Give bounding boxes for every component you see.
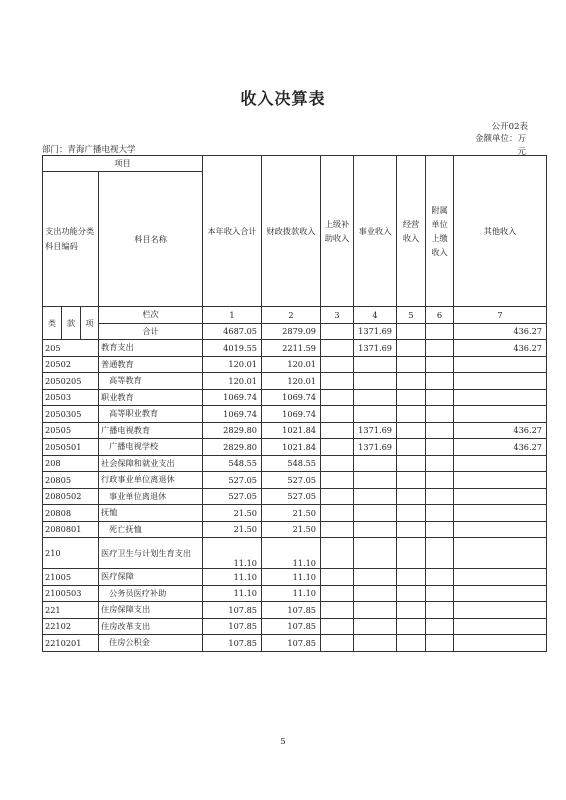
affiliated-cell: [426, 538, 454, 569]
header-affiliated: 附属单位上缴收入: [426, 156, 454, 307]
operating-cell: [397, 455, 426, 472]
amount-unit-line2: 元: [517, 147, 526, 157]
affiliated-cell: [426, 373, 454, 390]
table-row: [43, 602, 547, 619]
name-cell: 广播电视教育: [99, 422, 203, 439]
total-cell: 11.10: [203, 569, 262, 586]
total-cell: 2829.80: [203, 439, 262, 456]
business-cell: [354, 635, 397, 652]
operating-cell: [397, 323, 426, 340]
affiliated-cell: [426, 323, 454, 340]
code-cell: 20505: [43, 422, 99, 439]
subsidy-cell: [321, 602, 354, 619]
affiliated-cell: [426, 569, 454, 586]
code-cell: 210: [43, 538, 99, 569]
operating-cell: [397, 439, 426, 456]
code-cell: 221: [43, 602, 99, 619]
name-cell: 广播电视学校: [99, 439, 203, 456]
header-xiang: 项: [81, 307, 99, 340]
subsidy-cell: [321, 455, 354, 472]
affiliated-cell: [426, 585, 454, 602]
other-cell: [454, 488, 547, 505]
operating-cell: [397, 538, 426, 569]
form-number: 公开02表: [491, 122, 528, 132]
total-cell: 1069.74: [203, 406, 262, 423]
table-row: [43, 389, 547, 406]
fiscal-cell: 1069.74: [262, 389, 321, 406]
operating-cell: [397, 602, 426, 619]
affiliated-cell: [426, 521, 454, 538]
table-row: [43, 356, 547, 373]
table-row: [43, 635, 547, 652]
other-cell: [454, 373, 547, 390]
business-cell: [354, 521, 397, 538]
table-row: [43, 455, 547, 472]
name-cell: 职业教育: [99, 389, 203, 406]
operating-cell: [397, 585, 426, 602]
total-cell: 2829.80: [203, 422, 262, 439]
total-label: 合计: [99, 323, 203, 340]
other-cell: 436.27: [454, 422, 547, 439]
name-cell: 住房保障支出: [99, 602, 203, 619]
operating-cell: [397, 635, 426, 652]
total-cell: 107.85: [203, 635, 262, 652]
header-kuan: 款: [62, 307, 81, 340]
business-cell: [354, 569, 397, 586]
table-row: [43, 439, 547, 456]
total-cell: 4687.05: [203, 323, 262, 340]
code-cell: 2100503: [43, 585, 99, 602]
table-row: [43, 521, 547, 538]
affiliated-cell: [426, 602, 454, 619]
affiliated-cell: [426, 635, 454, 652]
business-cell: 1371.69: [354, 340, 397, 357]
fiscal-cell: 2879.09: [262, 323, 321, 340]
income-table: [42, 155, 547, 652]
subsidy-cell: [321, 340, 354, 357]
code-cell: 208: [43, 455, 99, 472]
table-row: [43, 538, 547, 569]
name-cell: 住房改革支出: [99, 618, 203, 635]
total-cell: 527.05: [203, 488, 262, 505]
other-cell: [454, 521, 547, 538]
other-cell: 436.27: [454, 323, 547, 340]
other-cell: [454, 538, 547, 569]
table-row: [43, 422, 547, 439]
table-row: [43, 406, 547, 423]
operating-cell: [397, 340, 426, 357]
other-cell: [454, 505, 547, 522]
amount-unit-line1: 金额单位：万: [474, 134, 526, 144]
affiliated-cell: [426, 439, 454, 456]
table-row: [43, 569, 547, 586]
other-cell: [454, 618, 547, 635]
name-cell: 公务员医疗补助: [99, 585, 203, 602]
business-cell: [354, 389, 397, 406]
other-cell: [454, 602, 547, 619]
operating-cell: [397, 389, 426, 406]
name-cell: 死亡抚恤: [99, 521, 203, 538]
total-cell: 120.01: [203, 373, 262, 390]
total-cell: 4019.55: [203, 340, 262, 357]
business-cell: [354, 602, 397, 619]
business-cell: [354, 373, 397, 390]
total-cell: 11.10: [203, 538, 262, 569]
index-3: 3: [321, 307, 354, 324]
total-cell: 21.50: [203, 521, 262, 538]
header-total: 本年收入合计: [203, 156, 262, 307]
subsidy-cell: [321, 569, 354, 586]
code-cell: 2080502: [43, 488, 99, 505]
fiscal-cell: 527.05: [262, 472, 321, 489]
fiscal-cell: 21.50: [262, 505, 321, 522]
operating-cell: [397, 618, 426, 635]
table-row: [43, 340, 547, 357]
subsidy-cell: [321, 488, 354, 505]
operating-cell: [397, 488, 426, 505]
business-cell: 1371.69: [354, 323, 397, 340]
code-cell: 2050501: [43, 439, 99, 456]
index-1: 1: [203, 307, 262, 324]
business-cell: [354, 406, 397, 423]
business-cell: 1371.69: [354, 422, 397, 439]
name-cell: 高等教育: [99, 373, 203, 390]
operating-cell: [397, 505, 426, 522]
subsidy-cell: [321, 538, 354, 569]
operating-cell: [397, 406, 426, 423]
operating-cell: [397, 521, 426, 538]
subsidy-cell: [321, 635, 354, 652]
page-number: 5: [280, 737, 286, 747]
subsidy-cell: [321, 618, 354, 635]
name-cell: 普通教育: [99, 356, 203, 373]
fiscal-cell: 107.85: [262, 602, 321, 619]
index-2: 2: [262, 307, 321, 324]
index-7: 7: [454, 307, 547, 324]
total-cell: 107.85: [203, 618, 262, 635]
subsidy-cell: [321, 406, 354, 423]
other-cell: [454, 389, 547, 406]
name-cell: 医疗保障: [99, 569, 203, 586]
code-cell: 2050305: [43, 406, 99, 423]
code-cell: 22102: [43, 618, 99, 635]
header-subsidy: 上级补助收入: [321, 156, 354, 307]
fiscal-cell: 11.10: [262, 569, 321, 586]
index-6: 6: [426, 307, 454, 324]
header-other: 其他收入: [454, 156, 547, 307]
fiscal-cell: 120.01: [262, 373, 321, 390]
affiliated-cell: [426, 356, 454, 373]
header-name: 科目名称: [99, 172, 203, 307]
fiscal-cell: 21.50: [262, 521, 321, 538]
operating-cell: [397, 422, 426, 439]
subsidy-cell: [321, 439, 354, 456]
total-cell: 548.55: [203, 455, 262, 472]
business-cell: [354, 488, 397, 505]
affiliated-cell: [426, 505, 454, 522]
code-cell: 21005: [43, 569, 99, 586]
affiliated-cell: [426, 455, 454, 472]
name-cell: 住房公积金: [99, 635, 203, 652]
code-cell: 20503: [43, 389, 99, 406]
other-cell: [454, 585, 547, 602]
department-label: 部门：青海广播电视大学: [42, 145, 136, 155]
fiscal-cell: 1021.84: [262, 422, 321, 439]
other-cell: [454, 472, 547, 489]
affiliated-cell: [426, 406, 454, 423]
operating-cell: [397, 569, 426, 586]
total-cell: 527.05: [203, 472, 262, 489]
other-cell: [454, 635, 547, 652]
code-cell: 2050205: [43, 373, 99, 390]
table-row: [43, 373, 547, 390]
affiliated-cell: [426, 389, 454, 406]
fiscal-cell: 548.55: [262, 455, 321, 472]
page-title: 收入决算表: [240, 89, 326, 108]
total-cell: 11.10: [203, 585, 262, 602]
fiscal-cell: 1021.84: [262, 439, 321, 456]
other-cell: [454, 569, 547, 586]
fiscal-cell: 2211.59: [262, 340, 321, 357]
business-cell: [354, 538, 397, 569]
code-cell: 2080801: [43, 521, 99, 538]
header-lanci: 栏次: [99, 307, 203, 324]
other-cell: 436.27: [454, 439, 547, 456]
operating-cell: [397, 356, 426, 373]
fiscal-cell: 1069.74: [262, 406, 321, 423]
name-cell: 高等职业教育: [99, 406, 203, 423]
fiscal-cell: 120.01: [262, 356, 321, 373]
subsidy-cell: [321, 472, 354, 489]
subsidy-cell: [321, 373, 354, 390]
fiscal-cell: 11.10: [262, 538, 321, 569]
code-cell: 2210201: [43, 635, 99, 652]
name-cell: 事业单位离退休: [99, 488, 203, 505]
header-item: 项目: [43, 156, 203, 172]
code-cell: 20805: [43, 472, 99, 489]
index-4: 4: [354, 307, 397, 324]
total-cell: 107.85: [203, 602, 262, 619]
header-fiscal: 财政拨款收入: [262, 156, 321, 307]
affiliated-cell: [426, 422, 454, 439]
table-row: [43, 488, 547, 505]
affiliated-cell: [426, 472, 454, 489]
index-5: 5: [397, 307, 426, 324]
name-cell: 医疗卫生与计划生育支出: [99, 538, 203, 569]
code-cell: 20502: [43, 356, 99, 373]
table-row: [43, 618, 547, 635]
header-operating: 经营收入: [397, 156, 426, 307]
business-cell: [354, 472, 397, 489]
affiliated-cell: [426, 340, 454, 357]
subsidy-cell: [321, 505, 354, 522]
total-cell: 21.50: [203, 505, 262, 522]
other-cell: [454, 406, 547, 423]
code-cell: 20808: [43, 505, 99, 522]
business-cell: [354, 356, 397, 373]
total-cell: 120.01: [203, 356, 262, 373]
affiliated-cell: [426, 618, 454, 635]
business-cell: [354, 505, 397, 522]
business-cell: [354, 455, 397, 472]
subsidy-cell: [321, 585, 354, 602]
operating-cell: [397, 373, 426, 390]
fiscal-cell: 107.85: [262, 635, 321, 652]
name-cell: 行政事业单位离退休: [99, 472, 203, 489]
header-business: 事业收入: [354, 156, 397, 307]
affiliated-cell: [426, 488, 454, 505]
subsidy-cell: [321, 323, 354, 340]
header-code: 支出功能分类科目编码: [43, 172, 99, 307]
table-row: [43, 505, 547, 522]
business-cell: 1371.69: [354, 439, 397, 456]
header-lei: 类: [43, 307, 62, 340]
other-cell: [454, 356, 547, 373]
table-row: [43, 472, 547, 489]
subsidy-cell: [321, 422, 354, 439]
total-cell: 1069.74: [203, 389, 262, 406]
code-cell: 205: [43, 340, 99, 357]
name-cell: 教育支出: [99, 340, 203, 357]
business-cell: [354, 585, 397, 602]
other-cell: [454, 455, 547, 472]
fiscal-cell: 527.05: [262, 488, 321, 505]
fiscal-cell: 107.85: [262, 618, 321, 635]
fiscal-cell: 11.10: [262, 585, 321, 602]
subsidy-cell: [321, 356, 354, 373]
operating-cell: [397, 472, 426, 489]
name-cell: 社会保障和就业支出: [99, 455, 203, 472]
subsidy-cell: [321, 389, 354, 406]
subsidy-cell: [321, 521, 354, 538]
business-cell: [354, 618, 397, 635]
name-cell: 抚恤: [99, 505, 203, 522]
table-row: [43, 585, 547, 602]
other-cell: 436.27: [454, 340, 547, 357]
